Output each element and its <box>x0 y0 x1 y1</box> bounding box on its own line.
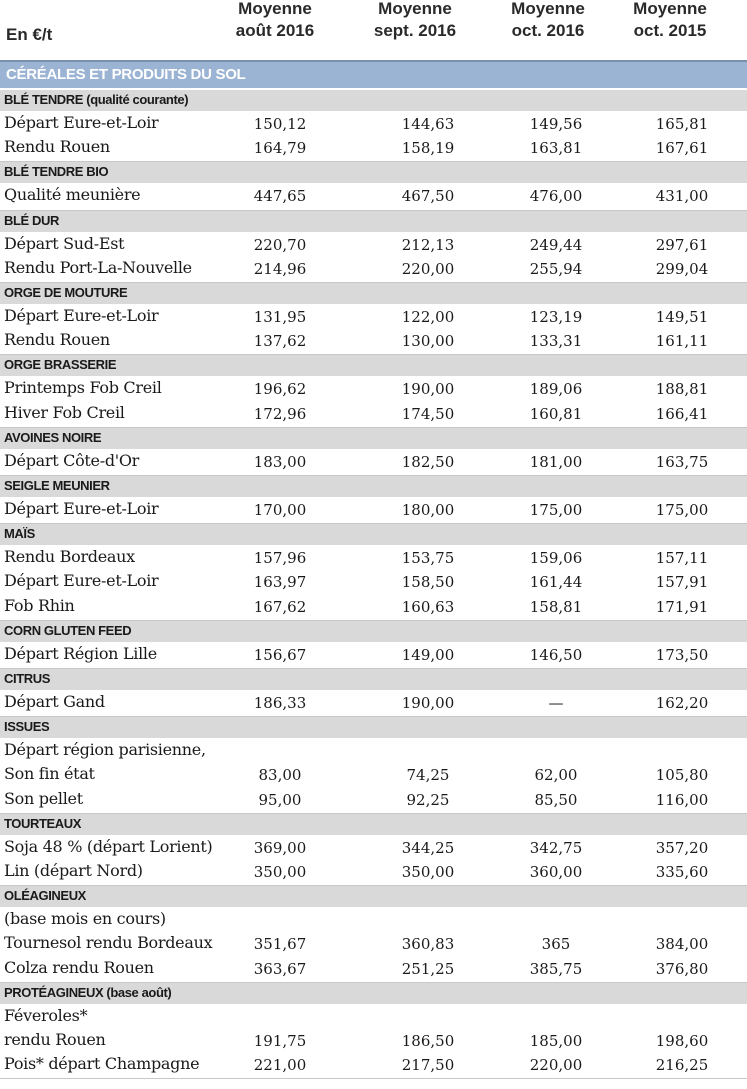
price-cell: 163,75 <box>655 452 709 471</box>
price-cell: 344,25 <box>401 838 455 857</box>
price-cell: 131,95 <box>253 308 307 326</box>
price-cell: 83,00 <box>258 766 302 785</box>
price-cell: 385,75 <box>529 959 583 978</box>
price-cell: 172,96 <box>253 404 307 423</box>
price-cell: 220,00 <box>529 1056 583 1075</box>
price-cell: 297,61 <box>655 235 709 254</box>
price-cell: 157,11 <box>655 549 709 568</box>
row-label: Départ Eure-et-Loir <box>4 499 159 518</box>
price-cell: 175,00 <box>655 501 709 519</box>
unit-label: En €/t <box>6 25 53 44</box>
section-header <box>0 162 747 183</box>
price-cell: 476,00 <box>529 187 583 206</box>
category-banner: CÉRÉALES ET PRODUITS DU SOL <box>0 60 747 88</box>
price-cell: 251,25 <box>401 959 455 978</box>
column-header: Moyenne oct. 2015 <box>633 0 707 40</box>
section-header <box>0 476 747 497</box>
table-row <box>0 932 747 956</box>
price-cell: 189,06 <box>529 380 583 399</box>
price-cell: 183,00 <box>253 452 307 471</box>
price-cell: 165,81 <box>655 115 709 133</box>
section-title: PROTÉAGINEUX (base août) <box>4 984 172 1000</box>
section-title: ISSUES <box>4 719 50 735</box>
table-row <box>0 402 747 426</box>
table-row <box>0 377 747 401</box>
price-cell: 447,65 <box>253 187 307 206</box>
price-cell: 150,12 <box>253 115 307 133</box>
table-row <box>0 498 747 522</box>
section-header <box>0 717 747 738</box>
table-row <box>0 257 747 281</box>
price-cell: 133,31 <box>529 332 583 351</box>
price-cell: 350,00 <box>253 863 307 881</box>
price-cell: 162,20 <box>655 694 709 712</box>
row-label: Départ Eure-et-Loir <box>4 113 159 132</box>
price-cell: 163,97 <box>253 573 307 592</box>
row-label: Départ Région Lille <box>4 643 157 663</box>
column-header: Moyenne sept. 2016 <box>373 0 457 40</box>
price-cell: 123,19 <box>529 308 583 326</box>
price-cell: 191,75 <box>253 1032 307 1050</box>
price-cell: 116,00 <box>655 790 709 809</box>
price-cell: 149,51 <box>655 308 709 326</box>
price-cell: 130,00 <box>401 332 455 351</box>
table-row <box>0 957 747 981</box>
price-cell: 149,00 <box>401 645 455 664</box>
price-cell: 198,60 <box>655 1032 709 1050</box>
table-row <box>0 136 747 160</box>
row-label: Son pellet <box>4 788 83 808</box>
table-row <box>0 643 747 667</box>
section-title: AVOINES NOIRE <box>4 429 102 445</box>
price-cell: 166,41 <box>655 404 709 423</box>
price-cell: 351,67 <box>253 935 307 954</box>
row-label: Qualité meunière <box>4 185 141 205</box>
row-label: Départ Eure-et-Loir <box>4 571 159 591</box>
price-cell: 363,67 <box>253 959 307 978</box>
price-cell: 365 <box>541 935 571 954</box>
price-cell: 164,79 <box>253 139 307 158</box>
price-cell: 182,50 <box>401 452 455 471</box>
row-label: Pois* départ Champagne <box>4 1054 200 1074</box>
price-cell: 157,91 <box>655 573 709 592</box>
price-cell: 149,56 <box>529 115 583 133</box>
row-label: Tournesol rendu Bordeaux <box>4 933 213 953</box>
price-cell: 181,00 <box>529 452 583 471</box>
price-cell: 185,00 <box>529 1032 583 1050</box>
table-row <box>0 1029 747 1053</box>
price-cell: 342,75 <box>529 838 583 857</box>
price-cell: 220,70 <box>253 235 307 254</box>
row-label: Départ région parisienne, <box>4 740 206 760</box>
price-cell: 160,81 <box>529 404 583 423</box>
table-row <box>0 546 747 570</box>
section-title: ORGE BRASSERIE <box>4 357 117 373</box>
price-cell: 174,50 <box>401 404 455 423</box>
price-cell: 95,00 <box>258 790 302 809</box>
price-cell: 153,75 <box>401 549 455 568</box>
price-cell: 350,00 <box>401 863 455 881</box>
price-cell: 167,61 <box>655 139 709 158</box>
price-cell: 156,67 <box>253 645 307 664</box>
section-header <box>0 814 747 835</box>
row-label: Fob Rhin <box>4 595 75 615</box>
price-cell: 158,50 <box>401 573 455 592</box>
price-cell: 196,62 <box>253 380 307 399</box>
section-title: OLÉAGINEUX <box>4 888 86 904</box>
table-row <box>0 739 747 763</box>
row-label: Son fin état <box>4 764 95 784</box>
price-cell: 74,25 <box>406 766 450 785</box>
section-header <box>0 621 747 642</box>
price-cell: 255,94 <box>529 259 583 278</box>
table-row <box>0 1053 747 1077</box>
price-cell: 249,44 <box>529 235 583 254</box>
row-label: Rendu Port-La-Nouvelle <box>4 257 192 277</box>
price-cell: 170,00 <box>253 501 307 519</box>
section-title: TOURTEAUX <box>4 815 82 831</box>
table-row <box>0 691 747 715</box>
row-label: Féveroles* <box>4 1005 88 1025</box>
row-label: Rendu Bordeaux <box>4 547 135 567</box>
row-label: Rendu Rouen <box>4 330 110 350</box>
price-cell: 369,00 <box>253 838 307 857</box>
price-cell: 376,80 <box>655 959 709 978</box>
price-cell: 188,81 <box>655 380 709 399</box>
price-cell: 146,50 <box>529 645 583 664</box>
table-header <box>0 0 747 58</box>
price-cell: 220,00 <box>401 259 455 278</box>
price-cell: 384,00 <box>655 935 709 954</box>
price-cell: 216,25 <box>655 1056 709 1075</box>
price-cell: 190,00 <box>401 694 455 712</box>
row-label: Départ Gand <box>4 692 105 711</box>
table-row <box>0 836 747 860</box>
price-cell: 92,25 <box>406 790 450 809</box>
price-cell: 163,81 <box>529 139 583 158</box>
price-cell: 171,91 <box>655 597 709 616</box>
price-cell: 137,62 <box>253 332 307 351</box>
row-label: Départ Eure-et-Loir <box>4 306 159 325</box>
price-cell: 299,04 <box>655 259 709 278</box>
price-cell: 431,00 <box>655 187 709 206</box>
section-header <box>0 355 747 376</box>
price-cell: 62,00 <box>534 766 578 785</box>
table-row <box>0 329 747 353</box>
row-label: Printemps Fob Creil <box>4 378 162 398</box>
column-header: Moyenne août 2016 <box>235 0 315 40</box>
price-cell: 167,62 <box>253 597 307 616</box>
section-title: ORGE DE MOUTURE <box>4 285 128 300</box>
table-row <box>0 450 747 474</box>
section-title: BLÉ TENDRE (qualité courante) <box>4 92 189 107</box>
price-cell: 105,80 <box>655 766 709 785</box>
price-cell: 221,00 <box>253 1056 307 1075</box>
price-cell: 160,63 <box>401 597 455 616</box>
table-row <box>0 908 747 932</box>
table-row <box>0 860 747 884</box>
price-cell: 144,63 <box>401 115 455 133</box>
price-cell: 217,50 <box>401 1056 455 1075</box>
section-header <box>0 428 747 449</box>
section-header <box>0 669 747 690</box>
column-header: Moyenne oct. 2016 <box>511 0 585 40</box>
section-title: BLÉ DUR <box>4 212 59 228</box>
row-label: Rendu Rouen <box>4 137 110 157</box>
section-header <box>0 283 747 304</box>
price-cell: 122,00 <box>401 308 455 326</box>
row-label: Hiver Fob Creil <box>4 402 125 422</box>
section-title: CORN GLUTEN FEED <box>4 622 132 638</box>
price-cell: 360,83 <box>401 935 455 954</box>
price-cell: — <box>548 694 564 712</box>
section-title: BLÉ TENDRE BIO <box>4 164 109 180</box>
price-cell: 173,50 <box>655 645 709 664</box>
table-row <box>0 305 747 329</box>
section-title: MAÏS <box>4 526 35 542</box>
row-label: Départ Sud-Est <box>4 233 125 253</box>
table-row <box>0 595 747 619</box>
section-header <box>0 983 747 1004</box>
row-label: (base mois en cours) <box>4 909 166 929</box>
price-cell: 85,50 <box>534 790 578 809</box>
price-cell: 335,60 <box>655 863 709 881</box>
table-row <box>0 788 747 812</box>
row-label: Lin (départ Nord) <box>4 861 143 880</box>
section-header <box>0 524 747 545</box>
table-row <box>0 1005 747 1029</box>
price-cell: 190,00 <box>401 380 455 399</box>
price-cell: 157,96 <box>253 549 307 568</box>
table-row <box>0 112 747 136</box>
table-row <box>0 184 747 208</box>
divider <box>0 1078 747 1079</box>
price-cell: 357,20 <box>655 838 709 857</box>
price-cell: 186,33 <box>253 694 307 712</box>
price-cell: 180,00 <box>401 501 455 519</box>
section-title: CITRUS <box>4 671 50 686</box>
row-label: rendu Rouen <box>4 1030 106 1049</box>
price-cell: 214,96 <box>253 259 307 278</box>
price-cell: 161,44 <box>529 573 583 592</box>
price-cell: 158,19 <box>401 139 455 158</box>
table-row <box>0 233 747 257</box>
price-cell: 212,13 <box>401 235 455 254</box>
price-cell: 175,00 <box>529 501 583 519</box>
price-cell: 360,00 <box>529 863 583 881</box>
price-cell: 158,81 <box>529 597 583 616</box>
row-label: Colza rendu Rouen <box>4 957 154 977</box>
table-row <box>0 763 747 787</box>
row-label: Soja 48 % (départ Lorient) <box>4 836 213 856</box>
table-row <box>0 570 747 594</box>
price-cell: 159,06 <box>529 549 583 568</box>
price-cell: 186,50 <box>401 1032 455 1050</box>
section-header <box>0 90 747 111</box>
section-title: SEIGLE MEUNIER <box>4 478 110 493</box>
section-header <box>0 211 747 232</box>
section-header <box>0 886 747 907</box>
price-cell: 161,11 <box>655 332 709 351</box>
price-cell: 467,50 <box>401 187 455 206</box>
row-label: Départ Côte-d'Or <box>4 450 140 470</box>
